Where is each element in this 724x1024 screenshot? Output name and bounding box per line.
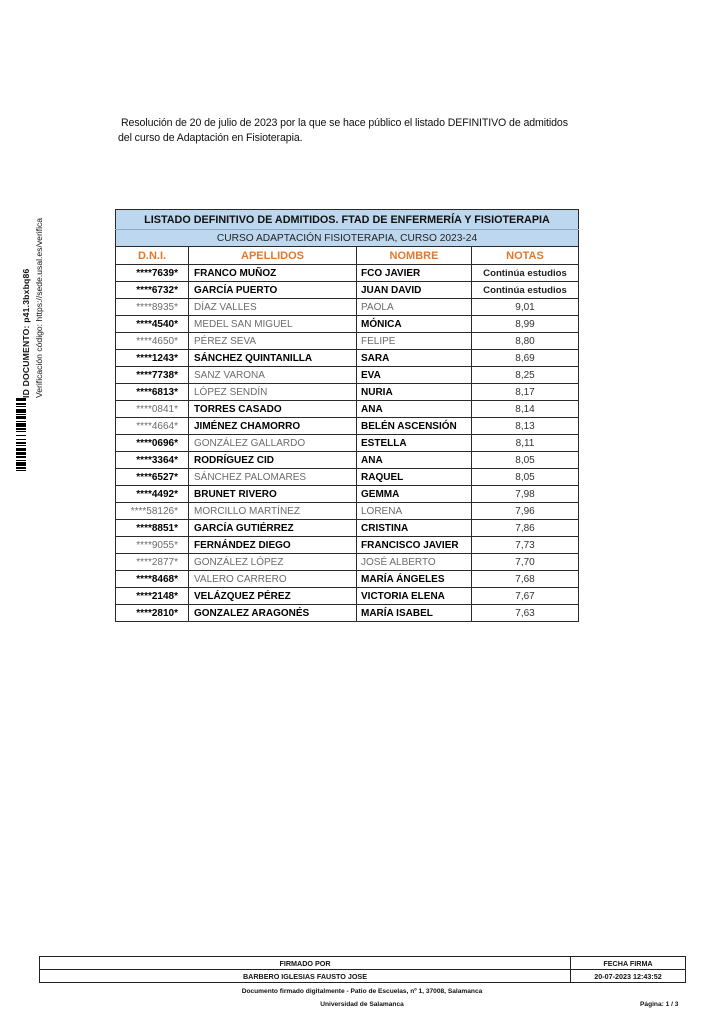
barcode-icon	[16, 398, 26, 494]
nota-cell: 7,86	[472, 520, 579, 537]
column-header-dni: D.N.I.	[116, 247, 189, 265]
apellidos-cell: FRANCO MUÑOZ	[189, 265, 357, 282]
nombre-cell: ANA	[357, 452, 472, 469]
nombre-cell: MARÍA ISABEL	[357, 605, 472, 622]
page-number: Página: 1 / 3	[640, 1001, 679, 1008]
apellidos-cell: JIMÉNEZ CHAMORRO	[189, 418, 357, 435]
dni-cell: ****3364*	[116, 452, 189, 469]
table-row	[116, 537, 579, 554]
dni-cell: ****0696*	[116, 435, 189, 452]
apellidos-cell: LÓPEZ SENDÍN	[189, 384, 357, 401]
table-row	[116, 503, 579, 520]
nombre-cell: CRISTINA	[357, 520, 472, 537]
nombre-cell: LORENA	[357, 503, 472, 520]
nombre-cell: FCO JAVIER	[357, 265, 472, 282]
table-row	[116, 350, 579, 367]
nota-cell: 8,99	[472, 316, 579, 333]
barcode-bar	[16, 471, 26, 472]
table-row	[116, 333, 579, 350]
nota-cell: Continúa estudios	[472, 265, 579, 282]
nombre-cell: JUAN DAVID	[357, 282, 472, 299]
apellidos-cell: MORCILLO MARTÍNEZ	[189, 503, 357, 520]
apellidos-cell: GARCÍA PUERTO	[189, 282, 357, 299]
table-row	[116, 520, 579, 537]
apellidos-cell: GONZALEZ ARAGONÉS	[189, 605, 357, 622]
nombre-cell: FELIPE	[357, 333, 472, 350]
nota-cell: 7,63	[472, 605, 579, 622]
nota-cell: Continúa estudios	[472, 282, 579, 299]
dni-cell: ****2877*	[116, 554, 189, 571]
apellidos-cell: FERNÁNDEZ DIEGO	[189, 537, 357, 554]
table-row	[116, 367, 579, 384]
nombre-cell: SARA	[357, 350, 472, 367]
apellidos-cell: VALERO CARRERO	[189, 571, 357, 588]
apellidos-cell: SÁNCHEZ PALOMARES	[189, 469, 357, 486]
nota-cell: 7,73	[472, 537, 579, 554]
signature-note: Documento firmado digitalmente - Patio de Escuelas, nº 1, 37008, Salamanca	[241, 988, 483, 995]
dni-cell: ****7738*	[116, 367, 189, 384]
verification-url-label: Verificación código: https://sede.usal.es/verifica	[34, 217, 44, 398]
table-row	[116, 401, 579, 418]
dni-cell: ****4492*	[116, 486, 189, 503]
nota-cell: 7,96	[472, 503, 579, 520]
dni-cell: ****6527*	[116, 469, 189, 486]
column-header-notas: NOTAS	[472, 247, 579, 265]
nombre-cell: MÓNICA	[357, 316, 472, 333]
dni-cell: ****4540*	[116, 316, 189, 333]
admitted-list-table	[115, 209, 579, 622]
signature-table	[39, 956, 686, 983]
table-row	[116, 299, 579, 316]
apellidos-cell: GARCÍA GUTIÉRREZ	[189, 520, 357, 537]
apellidos-cell: TORRES CASADO	[189, 401, 357, 418]
table-subtitle: CURSO ADAPTACIÓN FISIOTERAPIA, CURSO 2023-24	[116, 230, 579, 247]
apellidos-cell: DÍAZ VALLES	[189, 299, 357, 316]
nombre-cell: JOSÉ ALBERTO	[357, 554, 472, 571]
table-row	[116, 435, 579, 452]
nota-cell: 9,01	[472, 299, 579, 316]
table-row	[116, 384, 579, 401]
dni-cell: ****58126*	[116, 503, 189, 520]
nota-cell: 7,98	[472, 486, 579, 503]
nombre-cell: NURIA	[357, 384, 472, 401]
dni-cell: ****4664*	[116, 418, 189, 435]
signed-date-label: FECHA FIRMA	[571, 957, 686, 970]
table-row	[116, 452, 579, 469]
apellidos-cell: GONZÁLEZ LÓPEZ	[189, 554, 357, 571]
apellidos-cell: SÁNCHEZ QUINTANILLA	[189, 350, 357, 367]
table-row	[116, 588, 579, 605]
nota-cell: 8,05	[472, 452, 579, 469]
dni-cell: ****8468*	[116, 571, 189, 588]
nombre-cell: FRANCISCO JAVIER	[357, 537, 472, 554]
table-row	[116, 469, 579, 486]
column-header-nombre: NOMBRE	[357, 247, 472, 265]
apellidos-cell: BRUNET RIVERO	[189, 486, 357, 503]
nota-cell: 8,11	[472, 435, 579, 452]
table-row	[116, 554, 579, 571]
nombre-cell: GEMMA	[357, 486, 472, 503]
nota-cell: 8,05	[472, 469, 579, 486]
dni-cell: ****2148*	[116, 588, 189, 605]
nombre-cell: VICTORIA ELENA	[357, 588, 472, 605]
table-row	[116, 282, 579, 299]
institution-name: Universidad de Salamanca	[320, 1001, 404, 1008]
signed-date: 20-07-2023 12:43:52	[571, 970, 686, 983]
apellidos-cell: PÉREZ SEVA	[189, 333, 357, 350]
dni-cell: ****7639*	[116, 265, 189, 282]
table-row	[116, 486, 579, 503]
nota-cell: 8,80	[472, 333, 579, 350]
nota-cell: 8,25	[472, 367, 579, 384]
apellidos-cell: GONZÁLEZ GALLARDO	[189, 435, 357, 452]
dni-cell: ****8935*	[116, 299, 189, 316]
nota-cell: 7,67	[472, 588, 579, 605]
table-title: LISTADO DEFINITIVO DE ADMITIDOS. FTAD DE ENFERMERÍA Y FISIOTERAPIA	[116, 210, 579, 230]
intro-line-2: del curso de Adaptación en Fisioterapia.	[118, 132, 303, 144]
apellidos-cell: SANZ VARONA	[189, 367, 357, 384]
dni-cell: ****6732*	[116, 282, 189, 299]
nota-cell: 8,13	[472, 418, 579, 435]
nombre-cell: ESTELLA	[357, 435, 472, 452]
apellidos-cell: MEDEL SAN MIGUEL	[189, 316, 357, 333]
apellidos-cell: VELÁZQUEZ PÉREZ	[189, 588, 357, 605]
nota-cell: 7,70	[472, 554, 579, 571]
dni-cell: ****6813*	[116, 384, 189, 401]
dni-cell: ****9055*	[116, 537, 189, 554]
table-row	[116, 571, 579, 588]
table-row	[116, 605, 579, 622]
table-row	[116, 418, 579, 435]
intro-line-1: Resolución de 20 de julio de 2023 por la que se hace público el listado DEFINITIVO de admitidos	[121, 117, 568, 129]
nota-cell: 8,69	[472, 350, 579, 367]
dni-cell: ****8851*	[116, 520, 189, 537]
table-row	[116, 316, 579, 333]
nota-cell: 8,14	[472, 401, 579, 418]
signed-by-label: FIRMADO POR	[40, 957, 571, 970]
nombre-cell: ANA	[357, 401, 472, 418]
nombre-cell: PAOLA	[357, 299, 472, 316]
document-id-label: ID DOCUMENTO: p41.3bxbq86	[21, 268, 31, 398]
signer-name: BARBERO IGLESIAS FAUSTO JOSE	[40, 970, 571, 983]
nota-cell: 8,17	[472, 384, 579, 401]
dni-cell: ****2810*	[116, 605, 189, 622]
nota-cell: 7,68	[472, 571, 579, 588]
nombre-cell: MARÍA ÁNGELES	[357, 571, 472, 588]
dni-cell: ****4650*	[116, 333, 189, 350]
nombre-cell: EVA	[357, 367, 472, 384]
dni-cell: ****0841*	[116, 401, 189, 418]
apellidos-cell: RODRÍGUEZ CID	[189, 452, 357, 469]
nombre-cell: RAQUEL	[357, 469, 472, 486]
column-header-apellidos: APELLIDOS	[189, 247, 357, 265]
table-row	[116, 265, 579, 282]
nombre-cell: BELÉN ASCENSIÓN	[357, 418, 472, 435]
dni-cell: ****1243*	[116, 350, 189, 367]
resolution-intro	[118, 116, 588, 146]
